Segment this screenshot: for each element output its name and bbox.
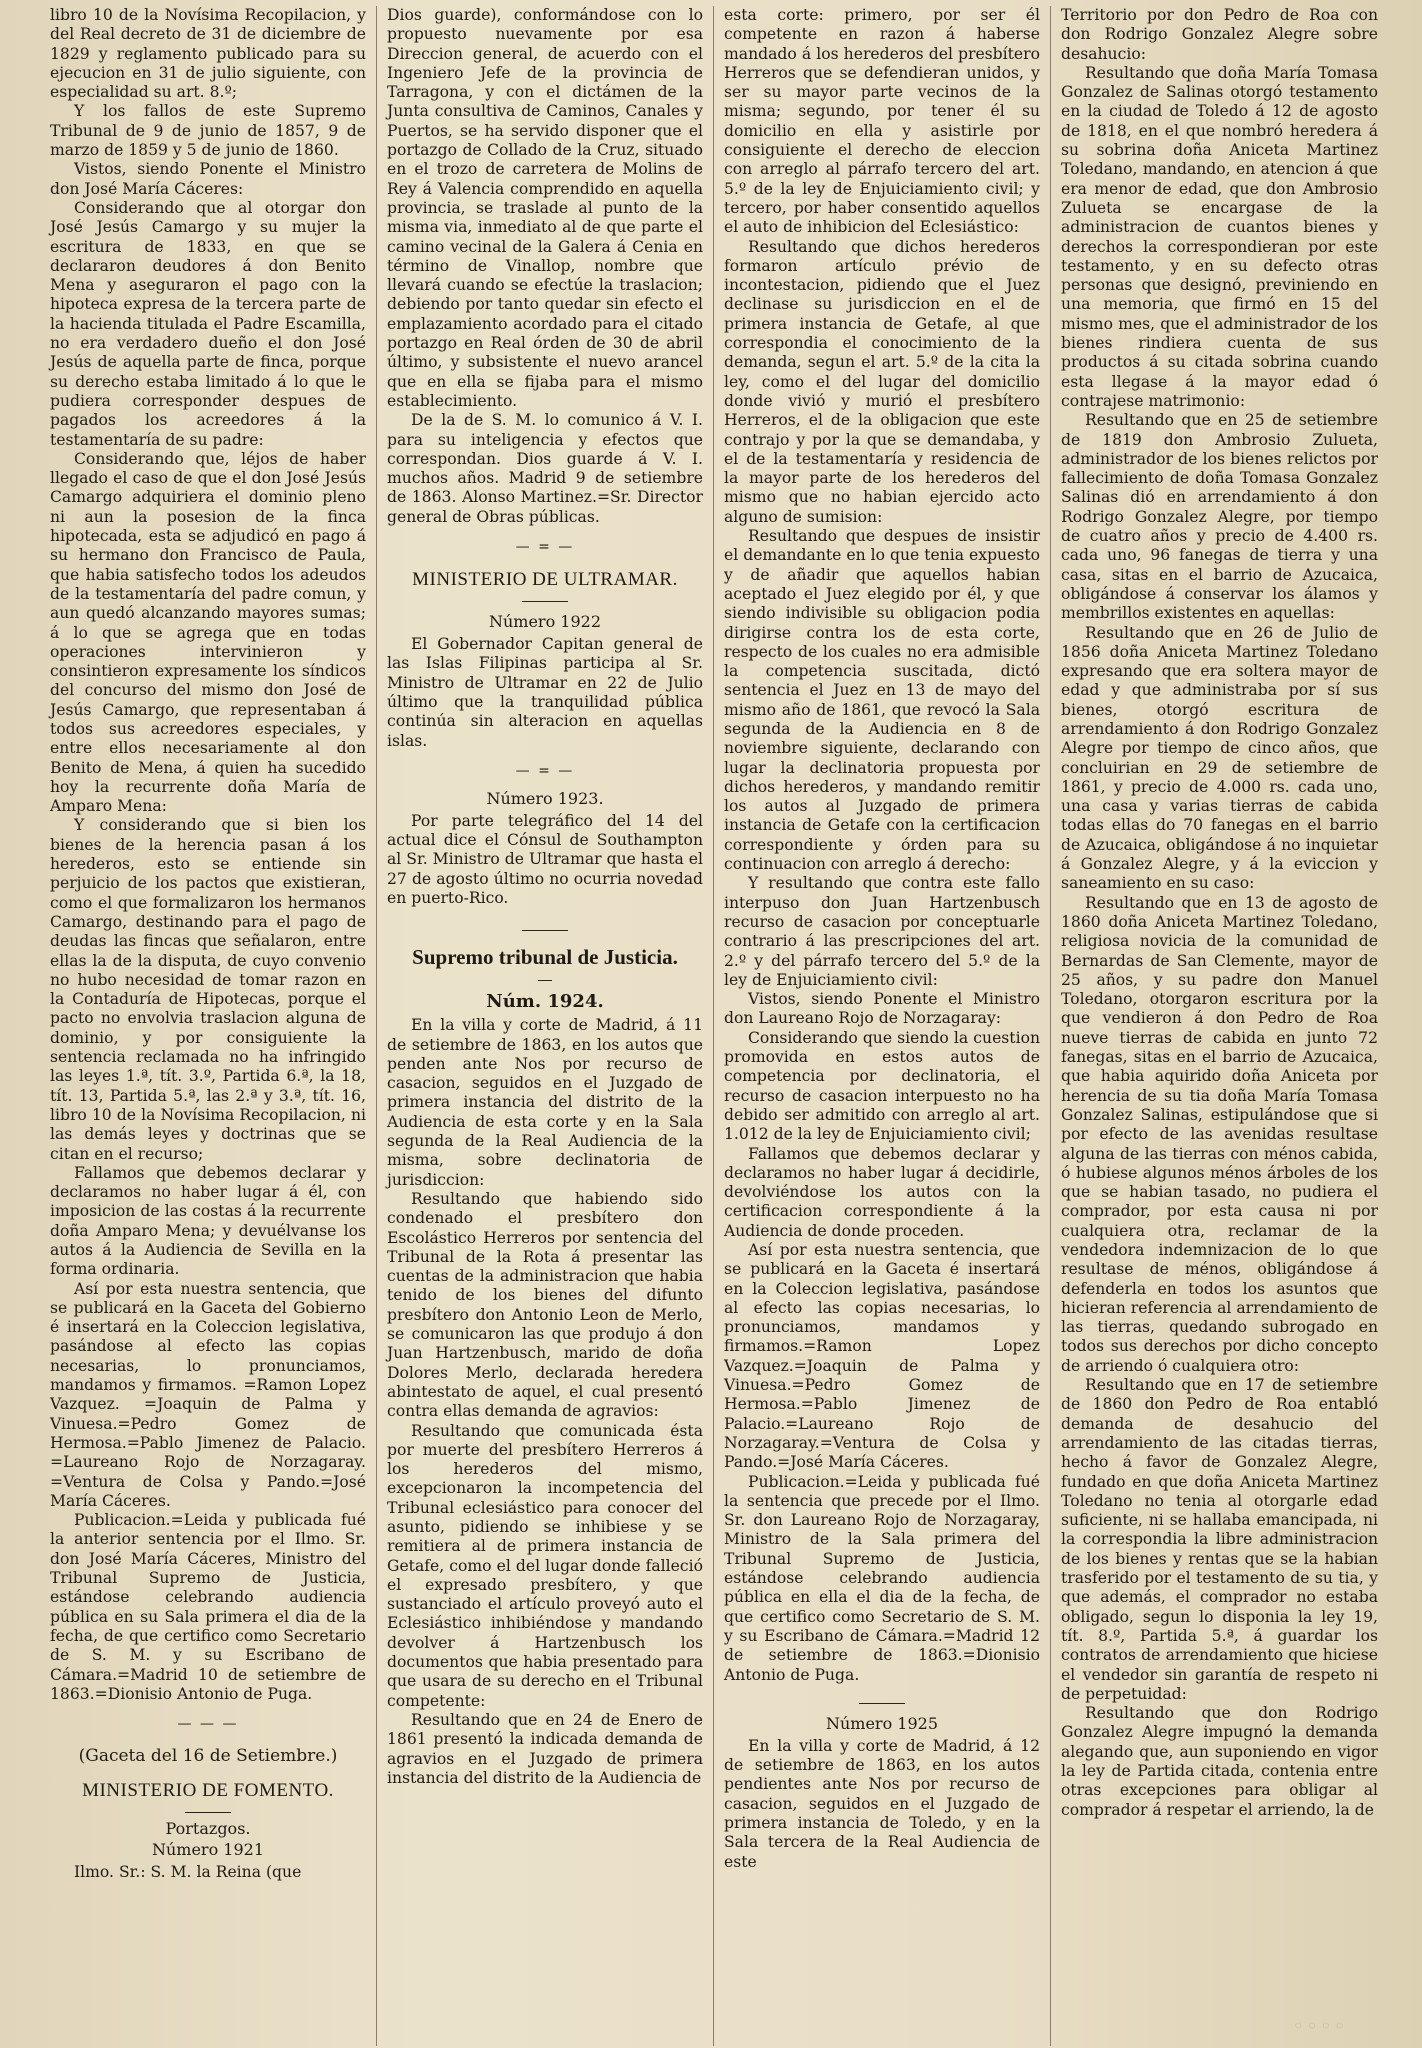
column-4-text xyxy=(1061,6,1378,1820)
paragraph: Resultando que en 25 de setiembre de 1819 don Ambrosio Zulueta, administrador de los bienes relictos por fallecimiento de doña Tomasa Gonzalez Salinas dió en arrendamiento á don Rodrigo Gonzalez Alegre, por tiempo de cuatro años y precio de 4.400 rs. cada uno, 96 fanegas de tierra y una casa, sitas en el barrio de Azucaica, obligándose á conservar los álamos y membrillos existentes en aquellas: xyxy=(1061,411,1378,623)
paragraph: Resultando que en 24 de Enero de 1861 presentó la indicada demanda de agravios en el Juzgado de primera instancia del distrito de la Audiencia de xyxy=(387,1710,703,1787)
separator: — = — xyxy=(515,762,575,779)
ministry-ultramar-heading: MINISTERIO DE ULTRAMAR. xyxy=(412,569,678,591)
paragraph: Resultando que despues de insistir el demandante en lo que tenia expuesto y de añadir que aquellos habian aceptado el Juez elegido por él, y que siendo indivisible su obligacion podia dirigirse contra los de esta corte, respecto de los cuales no era admisible la competencia suscitada, dictó sentencia el Juez en 13 de mayo del mismo año de 1861, que revocó la Sala segunda de la Audiencia en 8 de noviembre siguiente, declarando con lugar la declinatoria propuesta por dichos herederos, y mandando remitir los autos al Juzgado de primera instancia de Getafe con la certificacion correspondiente y órden para su continuacion con arreglo á derecho: xyxy=(724,527,1040,874)
number-1924: Núm. 1924. xyxy=(486,991,604,1013)
column-2-text-b xyxy=(387,1016,703,1788)
column-2-text-a xyxy=(387,6,703,527)
section-portazgos: Portazgos. xyxy=(165,1819,251,1839)
closing-line: Ilmo. Sr.: S. M. la Reina (que xyxy=(74,1863,302,1882)
separator-rule xyxy=(538,980,552,981)
column-1-text xyxy=(50,6,366,1704)
paragraph: De la de S. M. lo comunico á V. I. para su inteligencia y efectos que correspondan. Dios guarde á V. I. muchos años. Madrid 9 de setiembre de 1863. Alonso Martinez.=Sr. Director general de Obras públicas. xyxy=(387,411,703,526)
number-1922: Número 1922 xyxy=(488,612,602,632)
tribunal-heading: Supremo tribunal de Justicia. xyxy=(412,945,678,970)
paragraph: Publicacion.=Leida y publicada fué la anterior sentencia por el Ilmo. Sr. don José María Cáceres, Ministro del Tribunal Supremo de Justicia, estándose celebrando audiencia pública en su Sala primera el dia de la fecha, de que certifico como Secretario de S. M. y su Escribano de Cámara.=Madrid 10 de setiembre de 1863.=Dionisio Antonio de Puga. xyxy=(50,1511,366,1703)
column-3 xyxy=(714,6,1051,2046)
watermark-logo: ◦◦◦◦ xyxy=(1292,2014,1348,2038)
paragraph: Resultando que don Rodrigo Gonzalez Alegre impugnó la demanda alegando que, aun suponiendo en vigor la ley de Partida citada, contenia entre otras excepciones para obligar al comprador á respetar el arriendo, la de xyxy=(1061,1704,1378,1819)
ministry-fomento-heading: MINISTERIO DE FOMENTO. xyxy=(82,1780,334,1802)
paragraph: Vistos, siendo Ponente el Ministro don José María Cáceres: xyxy=(50,160,366,198)
number-1925-text: En la villa y corte de Madrid, á 12 de setiembre de 1863, en los autos pendientes ante Nos por recurso de casacion, seguidos en el Juzgado de primera instancia de Toledo, y en la Sala tercera de la Real Audiencia de este xyxy=(724,1736,1040,1871)
number-1923-text: Por parte telegráfico del 14 del actual dice el Cónsul de Southampton al Sr. Ministro de Ultramar que hasta el 27 de agosto último no ocurria novedad en puerto-Rico. xyxy=(387,811,703,907)
paragraph: Resultando que habiendo sido condenado el presbítero don Escolástico Herreros por sentencia del Tribunal de la Rota á presentar las cuentas de la administracion que habia tenido de los bienes del difunto presbítero don Antonio Leon de Merlo, se comunicaron las que produjo á don Juan Hartzenbusch, marido de doña Dolores Merlo, declarada heredera abintestato de aquel, el cual presentó contra ellas demanda de agravios: xyxy=(387,1189,703,1421)
paragraph: Fallamos que debemos declarar y declaramos no haber lugar á decidirle, devolviéndose los autos con la certificacion correspondiente á la Audiencia de donde proceden. xyxy=(724,1144,1040,1240)
paragraph: Vistos, siendo Ponente el Ministro don Laureano Rojo de Norzagaray: xyxy=(724,990,1040,1028)
column-1 xyxy=(40,6,377,2046)
paragraph: Y considerando que si bien los bienes de la herencia pasan á los herederos, esto se entiende sin perjuicio de los pactos que existieran, como el que formalizaron los hermanos Camargo, destinando para el pago de deudas las fincas que señalaron, entre ellas la de la disputa, de cuyo convenio no hubo necesidad de tomar razon en la Contaduría de Hipotecas, porque el pacto no envolvia traslacion alguna de dominio, y por consiguiente la sentencia reclamada no ha infringido las leyes 1.ª, tít. 3.º, Partida 6.ª, la 18, tít. 13, Partida 5.ª, las 2.ª y 3.ª, tít. 16, libro 10 de la Novísima Recopilacion, ni las demás leyes y doctrinas que se citan en el recurso; xyxy=(50,816,366,1163)
paragraph: Así por esta nuestra sentencia, que se publicará en la Gaceta é insertará en la Coleccion legislativa, pasándose al efecto las copias necesarias, lo pronunciamos, mandamos y firmamos.=Ramon Lopez Vazquez.=Joaquin de Palma y Vinuesa.=Pedro Gomez de Hermosa.=Pablo Jimenez de Palacio.=Laureano Rojo de Norzagaray.=Ventura de Colsa y Pando.=José María Cáceres. xyxy=(724,1241,1040,1472)
paragraph: Fallamos que debemos declarar y declaramos no haber lugar á él, con imposicion de las costas á la recurrente doña Amparo Mena; y devuélvanse los autos á la Audiencia de Sevilla en la forma ordinaria. xyxy=(50,1163,366,1279)
gaceta-date: (Gaceta del 16 de Setiembre.) xyxy=(78,1746,338,1767)
paragraph: Dios guarde), conformándose con lo propuesto nuevamente por esa Direccion general, de acuerdo con el Ingeniero Jefe de la provincia de Tarragona, y con el dictámen de la Junta consultiva de Caminos, Canales y Puertos, se ha servido disponer que el portazgo de Collado de la Cruz, situado en el trozo de carretera de Molins de Rey á Valencia comprendido en aquella provincia, se traslade al punto de la misma via, inmediato al de que parte el camino vecinal de la Galera á Cenia en término de Vinallop, nombre que llevará cuando se efectúe la traslacion; debiendo por tanto quedar sin efecto el emplazamiento acordado para el citado portazgo en Real órden de 30 de abril último, y subsistente el nuevo arancel que en ella se fijaba para el mismo establecimiento. xyxy=(387,6,703,410)
paragraph: Considerando que siendo la cuestion promovida en estos autos de competencia por declinatoria, el recurso de casacion interpuesto no ha debido ser admitido con arreglo al art. 1.012 de la ley de Enjuiciamiento civil; xyxy=(724,1028,1040,1144)
paragraph: Publicacion.=Leida y publicada fué la sentencia que precede por el Ilmo. Sr. don Laureano Rojo de Norzagaray, Ministro de la Sala primera del Tribunal Supremo de Justicia, estándose celebrando audiencia pública en ella el dia de la fecha, de que certifico como Secretario de S. M. y su Escribano de Cámara.=Madrid 12 de setiembre de 1863.=Dionisio Antonio de Puga. xyxy=(724,1472,1040,1684)
number-1922-text: El Gobernador Capitan general de las Islas Filipinas participa al Sr. Ministro de Ultramar en 22 de Julio último que la tranquilidad pública continúa sin alteracion en aquellas islas. xyxy=(387,635,703,750)
separator: — = — xyxy=(515,539,575,556)
paragraph: Resultando que en 26 de Julio de 1856 doña Aniceta Martinez Toledano expresando que era soltera mayor de edad y que administraba por sí sus bienes, otorgó escritura de arrendamiento á don Rodrigo Gonzalez Alegre por tiempo de cinco años, que concluirian en 29 de setiembre de 1861, y precio de 4.000 rs. cada uno, una casa y varias tierras de cabida todas ellas do 70 fanegas en el barrio de Azucaica, obligándose á no inquietar á Gonzalez Alegre, y á la eviccion y saneamiento en su caso: xyxy=(1061,623,1378,893)
paragraph: Y los fallos de este Supremo Tribunal de 9 de junio de 1857, 9 de marzo de 1859 y 5 de junio de 1860. xyxy=(50,102,366,160)
column-container xyxy=(40,6,1396,2046)
separator-rule xyxy=(522,601,568,602)
column-3-text xyxy=(724,6,1040,1685)
separator-rule xyxy=(859,1703,905,1704)
paragraph: Resultando que en 13 de agosto de 1860 doña Aniceta Martinez Toledano, religiosa novicia de la comunidad de Bernardas de San Clemente, mayor de 25 años, y su padre don Manuel Toledano, otorgaron escritura por la que vendieron á don Pedro de Roa nueve tierras de cabida en junto 72 fanegas, sitas en el barrio de Azucaica, que habia aquirido doña Aniceta por herencia de su tia doña María Tomasa Gonzalez Salinas, estipulándose que si por efecto de las avenidas resultase alguna de las tierras con ménos cabida, ó hubiese algunos ménos árboles de los que se habian tasado, no pudiera el comprador, por esta causa ni por cualquiera otra, reclamar de la vendedora indemnizacion de lo que resultase de ménos, obligándose á defenderla en todos los asuntos que hicieran referencia al arrendamiento de las tierras, quedando subrogado en todos sus derechos por dicho concepto de arriendo ó cualquiera otro: xyxy=(1061,893,1378,1375)
number-1921: Número 1921 xyxy=(151,1840,265,1860)
paragraph: Resultando que doña María Tomasa Gonzalez de Salinas otorgó testamento en la ciudad de Toledo á 12 de agosto de 1818, en el que nombró heredera á su sobrina doña Aniceta Martinez Toledano, mandando, en atencion á que era menor de edad, que don Ambrosio Zulueta se encargase de la administracion de cuantos bienes y derechos la correspondieran por este testamento, y en su defecto otras personas que designó, previniendo en una memoria, que firmó en 15 del mismo mes, que el administrador de los bienes rindiera cuenta de sus productos á su citada sobrina cuando esta llegase á la mayor edad ó contrajese matrimonio: xyxy=(1061,63,1378,410)
paragraph: esta corte: primero, por ser él competente en razon á haberse mandado á los herederos del presbítero Herreros que se defendieran unidos, y ser su mayor parte vecinos de la misma; segundo, por tener él su domicilio en ella y asistirle por consiguiente el derecho de eleccion con arreglo al párrafo tercero del art. 5.º de la ley de Enjuiciamiento civil; y tercero, por haber consentido aquellos el auto de inhibicion del Eclesiástico: xyxy=(724,6,1040,237)
separator-rule xyxy=(185,1812,231,1813)
paragraph: Así por esta nuestra sentencia, que se publicará en la Gaceta del Gobierno é insertará en la Coleccion legislativa, pasándose al efecto las copias necesarias, lo pronunciamos, mandamos y firmamos. =Ramon Lopez Vazquez. =Joaquin de Palma y Vinuesa.=Pedro Gomez de Hermosa.=Pablo Jimenez de Palacio. =Laureano Rojo de Norzagaray. =Ventura de Colsa y Pando.=José María Cáceres. xyxy=(50,1279,366,1510)
column-4 xyxy=(1051,6,1388,2046)
paragraph: Resultando que dichos herederos formaron artículo prévio de incontestacion, pidiendo que el Juez declinase su jurisdiccion en el de primera instancia de Getafe, al que correspondia el conocimiento de la demanda, segun el art. 5.º de la cita la ley, como el del lugar del domicilio donde vivió y murió el presbítero Herreros, el de la obligacion que este contrajo y por la que se demandaba, y el de la testamentaría y residencia de la mayor parte de los herederos del mismo que no habian ejercido acto alguno de sumision: xyxy=(724,237,1040,526)
paragraph: Y resultando que contra este fallo interpuso don Juan Hartzenbusch recurso de casacion por conceptuarle contrario á las prescripciones del art. 2.º y del párrafo tercero del 5.º de la ley de Enjuiciamiento civil: xyxy=(724,874,1040,989)
number-1925: Número 1925 xyxy=(825,1713,939,1733)
paragraph: Territorio por don Pedro de Roa con don Rodrigo Gonzalez Alegre sobre desahucio: xyxy=(1061,6,1378,63)
separator: — — — xyxy=(177,1716,239,1733)
number-1923: Número 1923. xyxy=(486,788,604,808)
paragraph: Resultando que en 17 de setiembre de 1860 don Pedro de Roa entabló demanda de desahucio del arrendamiento de las citadas tierras, hecho á favor de Gonzalez Alegre, fundado en que doña Aniceta Martinez Toledano no tenia al otorgarle edad suficiente, ni se hallaba emancipada, ni la correspondia la libre administracion de los bienes y rentas que se la habian trasferido por el testamento de su tia, y que además, el comprador no estaba obligado, segun lo disponia la ley 19, tít. 8.º, Partida 5.ª, á guardar los contratos de arrendamiento que hiciese el vendedor sin garantía de respeto ni de perpetuidad: xyxy=(1061,1376,1378,1703)
paragraph: Resultando que comunicada ésta por muerte del presbítero Herreros á los herederos del mismo, excepcionaron la incompetencia del Tribunal eclesiástico para conocer del asunto, pidiendo se inhibiese y se remitiera al de primera instancia de Getafe, como el del lugar donde falleció el expresado presbítero, y que sustanciado el artículo proveyó auto el Eclesiástico inhibiéndose y mandando devolver á Hartzenbusch los documentos que habia presentado para que usara de su derecho en el Tribunal competente: xyxy=(387,1421,703,1710)
paragraph: Considerando que, léjos de haber llegado el caso de que el don José Jesús Camargo adquiriera el dominio pleno ni aun la posesion de la finca hipotecada, esta se adjudicó en pago á su hermano don Francisco de Paula, que habia satisfecho todos los adeudos de la testamentaría del padre comun, y aun quedó alcanzando mayores sumas; á lo que se agrega que en todas operaciones intervinieron y consintieron expresamente los síndicos del concurso del mismo don José de Jesús Camargo, que representaban á todos sus acreedores especiales, y entre ellos necesariamente al don Benito de Mena, á quien ha sucedido hoy la recurrente doña María de Amparo Mena: xyxy=(50,449,366,816)
paragraph: Considerando que al otorgar don José Jesús Camargo y su mujer la escritura de 1833, en que se declararon deudores á don Benito Mena y aseguraron el pago con la hipoteca expresa de la tercera parte de la hacienda titulada el Padre Escamilla, no era verdadero dueño el don José Jesús de aquella parte de finca, porque su derecho estaba limitado á lo que le pudiera corresponder despues de pagados los acreedores á la testamentaría de su padre: xyxy=(50,198,366,449)
paragraph: En la villa y corte de Madrid, á 11 de setiembre de 1863, en los autos que penden ante Nos por recurso de casacion, seguidos en el Juzgado de primera instancia del distrito de la Audiencia de esta corte y en la Sala segunda de la Real Audiencia de la misma, sobre declinatoria de jurisdiccion: xyxy=(387,1016,703,1189)
column-2 xyxy=(377,6,714,2046)
paragraph: libro 10 de la Novísima Recopilacion, y del Real decreto de 31 de diciembre de 1829 y reglamento publicado para su ejecucion en 31 de julio siguiente, con especialidad su art. 8.º; xyxy=(50,6,366,102)
separator-rule xyxy=(522,930,568,931)
